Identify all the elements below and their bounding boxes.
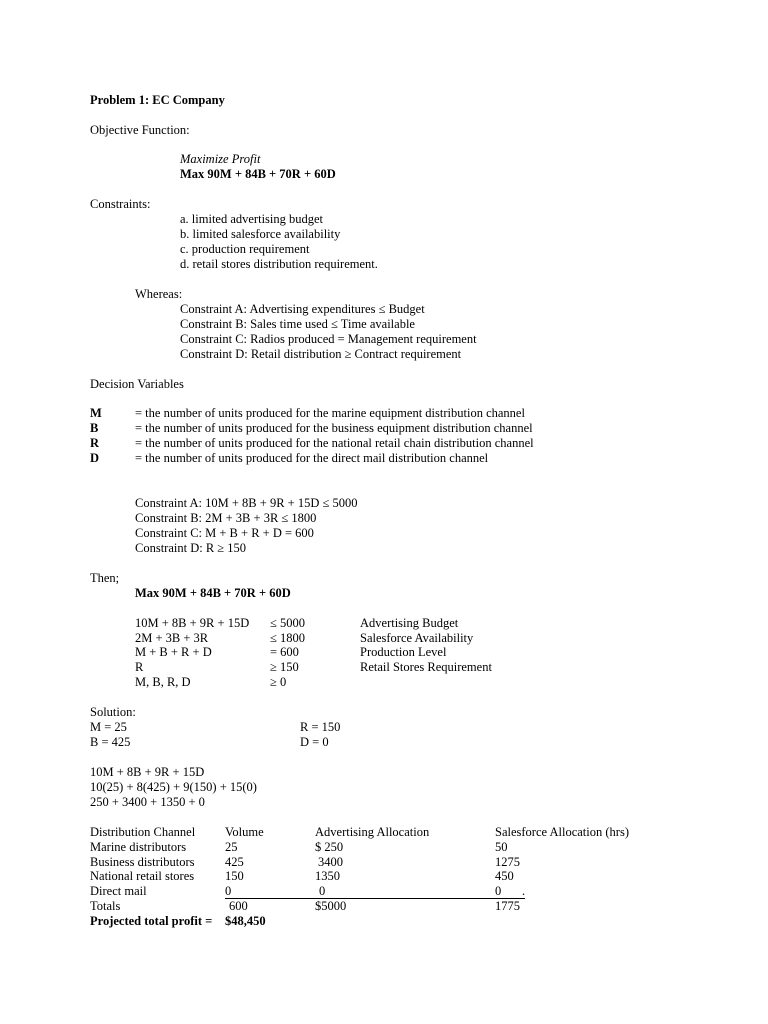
solution-label: Solution: (90, 705, 136, 719)
variable-symbol: M (90, 406, 102, 420)
objective-subtitle: Maximize Profit (180, 152, 261, 166)
whereas-item: Constraint D: Retail distribution ≥ Contract requirement (180, 347, 462, 361)
calc-line: 10(25) + 8(425) + 9(150) + 15(0) (90, 780, 257, 794)
table-cell: 425 (225, 855, 244, 869)
table-header: Distribution Channel (90, 825, 196, 839)
page-title: Problem 1: EC Company (90, 93, 225, 107)
table-header: Volume (225, 825, 264, 839)
table-header: Salesforce Allocation (hrs) (495, 825, 629, 839)
solution-d: D = 0 (300, 735, 329, 749)
whereas-item: Constraint C: Radios produced = Management requirement (180, 332, 477, 346)
constraint-item: b. limited salesforce availability (180, 227, 341, 241)
model-lhs: R (135, 660, 144, 674)
table-cell: 450 (495, 869, 514, 883)
model-lhs: 2M + 3B + 3R (135, 631, 209, 645)
table-cell: 50 (495, 840, 508, 854)
table-cell: $ 250 (315, 840, 344, 854)
constraints-heading: Constraints: (90, 197, 151, 211)
variable-symbol: D (90, 451, 100, 465)
table-cell: 1775 (495, 899, 520, 913)
constraint-item: d. retail stores distribution requirement. (180, 257, 378, 271)
table-cell: 3400 (318, 855, 343, 869)
table-cell: Marine distributors (90, 840, 187, 854)
variable-symbol: B (90, 421, 99, 435)
table-cell: 1350 (315, 869, 340, 883)
constraint-equation: Constraint D: R ≥ 150 (135, 541, 247, 555)
model-lhs: M, B, R, D (135, 675, 191, 689)
table-cell: 1275 (495, 855, 520, 869)
constraint-equation: Constraint B: 2M + 3B + 3R ≤ 1800 (135, 511, 317, 525)
constraint-equation: Constraint C: M + B + R + D = 600 (135, 526, 314, 540)
table-cell: 0 (225, 884, 232, 898)
objective-formula: Max 90M + 84B + 70R + 60D (180, 167, 336, 181)
decision-variables-heading: Decision Variables (90, 377, 184, 391)
model-lhs: 10M + 8B + 9R + 15D (135, 616, 250, 630)
model-relation: ≤ 1800 (270, 631, 305, 645)
table-cell: Totals (90, 899, 121, 913)
table-cell: 150 (225, 869, 244, 883)
whereas-item: Constraint B: Sales time used ≤ Time available (180, 317, 415, 331)
solution-m: M = 25 (90, 720, 127, 734)
solution-r: R = 150 (300, 720, 341, 734)
table-cell: Business distributors (90, 855, 195, 869)
table-cell: National retail stores (90, 869, 195, 883)
model-lhs: M + B + R + D (135, 645, 212, 659)
whereas-item: Constraint A: Advertising expenditures ≤ Budget (180, 302, 425, 316)
table-header: Advertising Allocation (315, 825, 430, 839)
model-relation: ≥ 150 (270, 660, 299, 674)
constraint-item: a. limited advertising budget (180, 212, 324, 226)
constraint-item: c. production requirement (180, 242, 310, 256)
table-period: . (522, 884, 526, 898)
variable-description: = the number of units produced for the national retail chain distribution channel (135, 436, 534, 450)
totals-underline (225, 898, 525, 899)
model-constraint-name: Advertising Budget (360, 616, 459, 630)
table-cell: 25 (225, 840, 238, 854)
profit-label: Projected total profit = (90, 914, 213, 928)
model-constraint-name: Production Level (360, 645, 447, 659)
model-constraint-name: Salesforce Availability (360, 631, 474, 645)
variable-description: = the number of units produced for the marine equipment distribution channel (135, 406, 525, 420)
then-label: Then; (90, 571, 120, 585)
table-cell: 0 (319, 884, 326, 898)
constraint-equation: Constraint A: 10M + 8B + 9R + 15D ≤ 5000 (135, 496, 358, 510)
whereas-heading: Whereas: (135, 287, 183, 301)
variable-symbol: R (90, 436, 100, 450)
table-cell: 0 (495, 884, 502, 898)
then-formula: Max 90M + 84B + 70R + 60D (135, 586, 291, 600)
variable-description: = the number of units produced for the direct mail distribution channel (135, 451, 489, 465)
calc-line: 250 + 3400 + 1350 + 0 (90, 795, 205, 809)
calc-line: 10M + 8B + 9R + 15D (90, 765, 205, 779)
profit-value: $48,450 (225, 914, 266, 928)
model-relation: = 600 (270, 645, 299, 659)
solution-b: B = 425 (90, 735, 131, 749)
table-cell: Direct mail (90, 884, 147, 898)
model-constraint-name: Retail Stores Requirement (360, 660, 492, 674)
model-relation: ≤ 5000 (270, 616, 305, 630)
table-cell: $5000 (315, 899, 347, 913)
model-relation: ≥ 0 (270, 675, 287, 689)
table-cell: 600 (229, 899, 248, 913)
objective-heading: Objective Function: (90, 123, 190, 137)
variable-description: = the number of units produced for the business equipment distribution channel (135, 421, 533, 435)
